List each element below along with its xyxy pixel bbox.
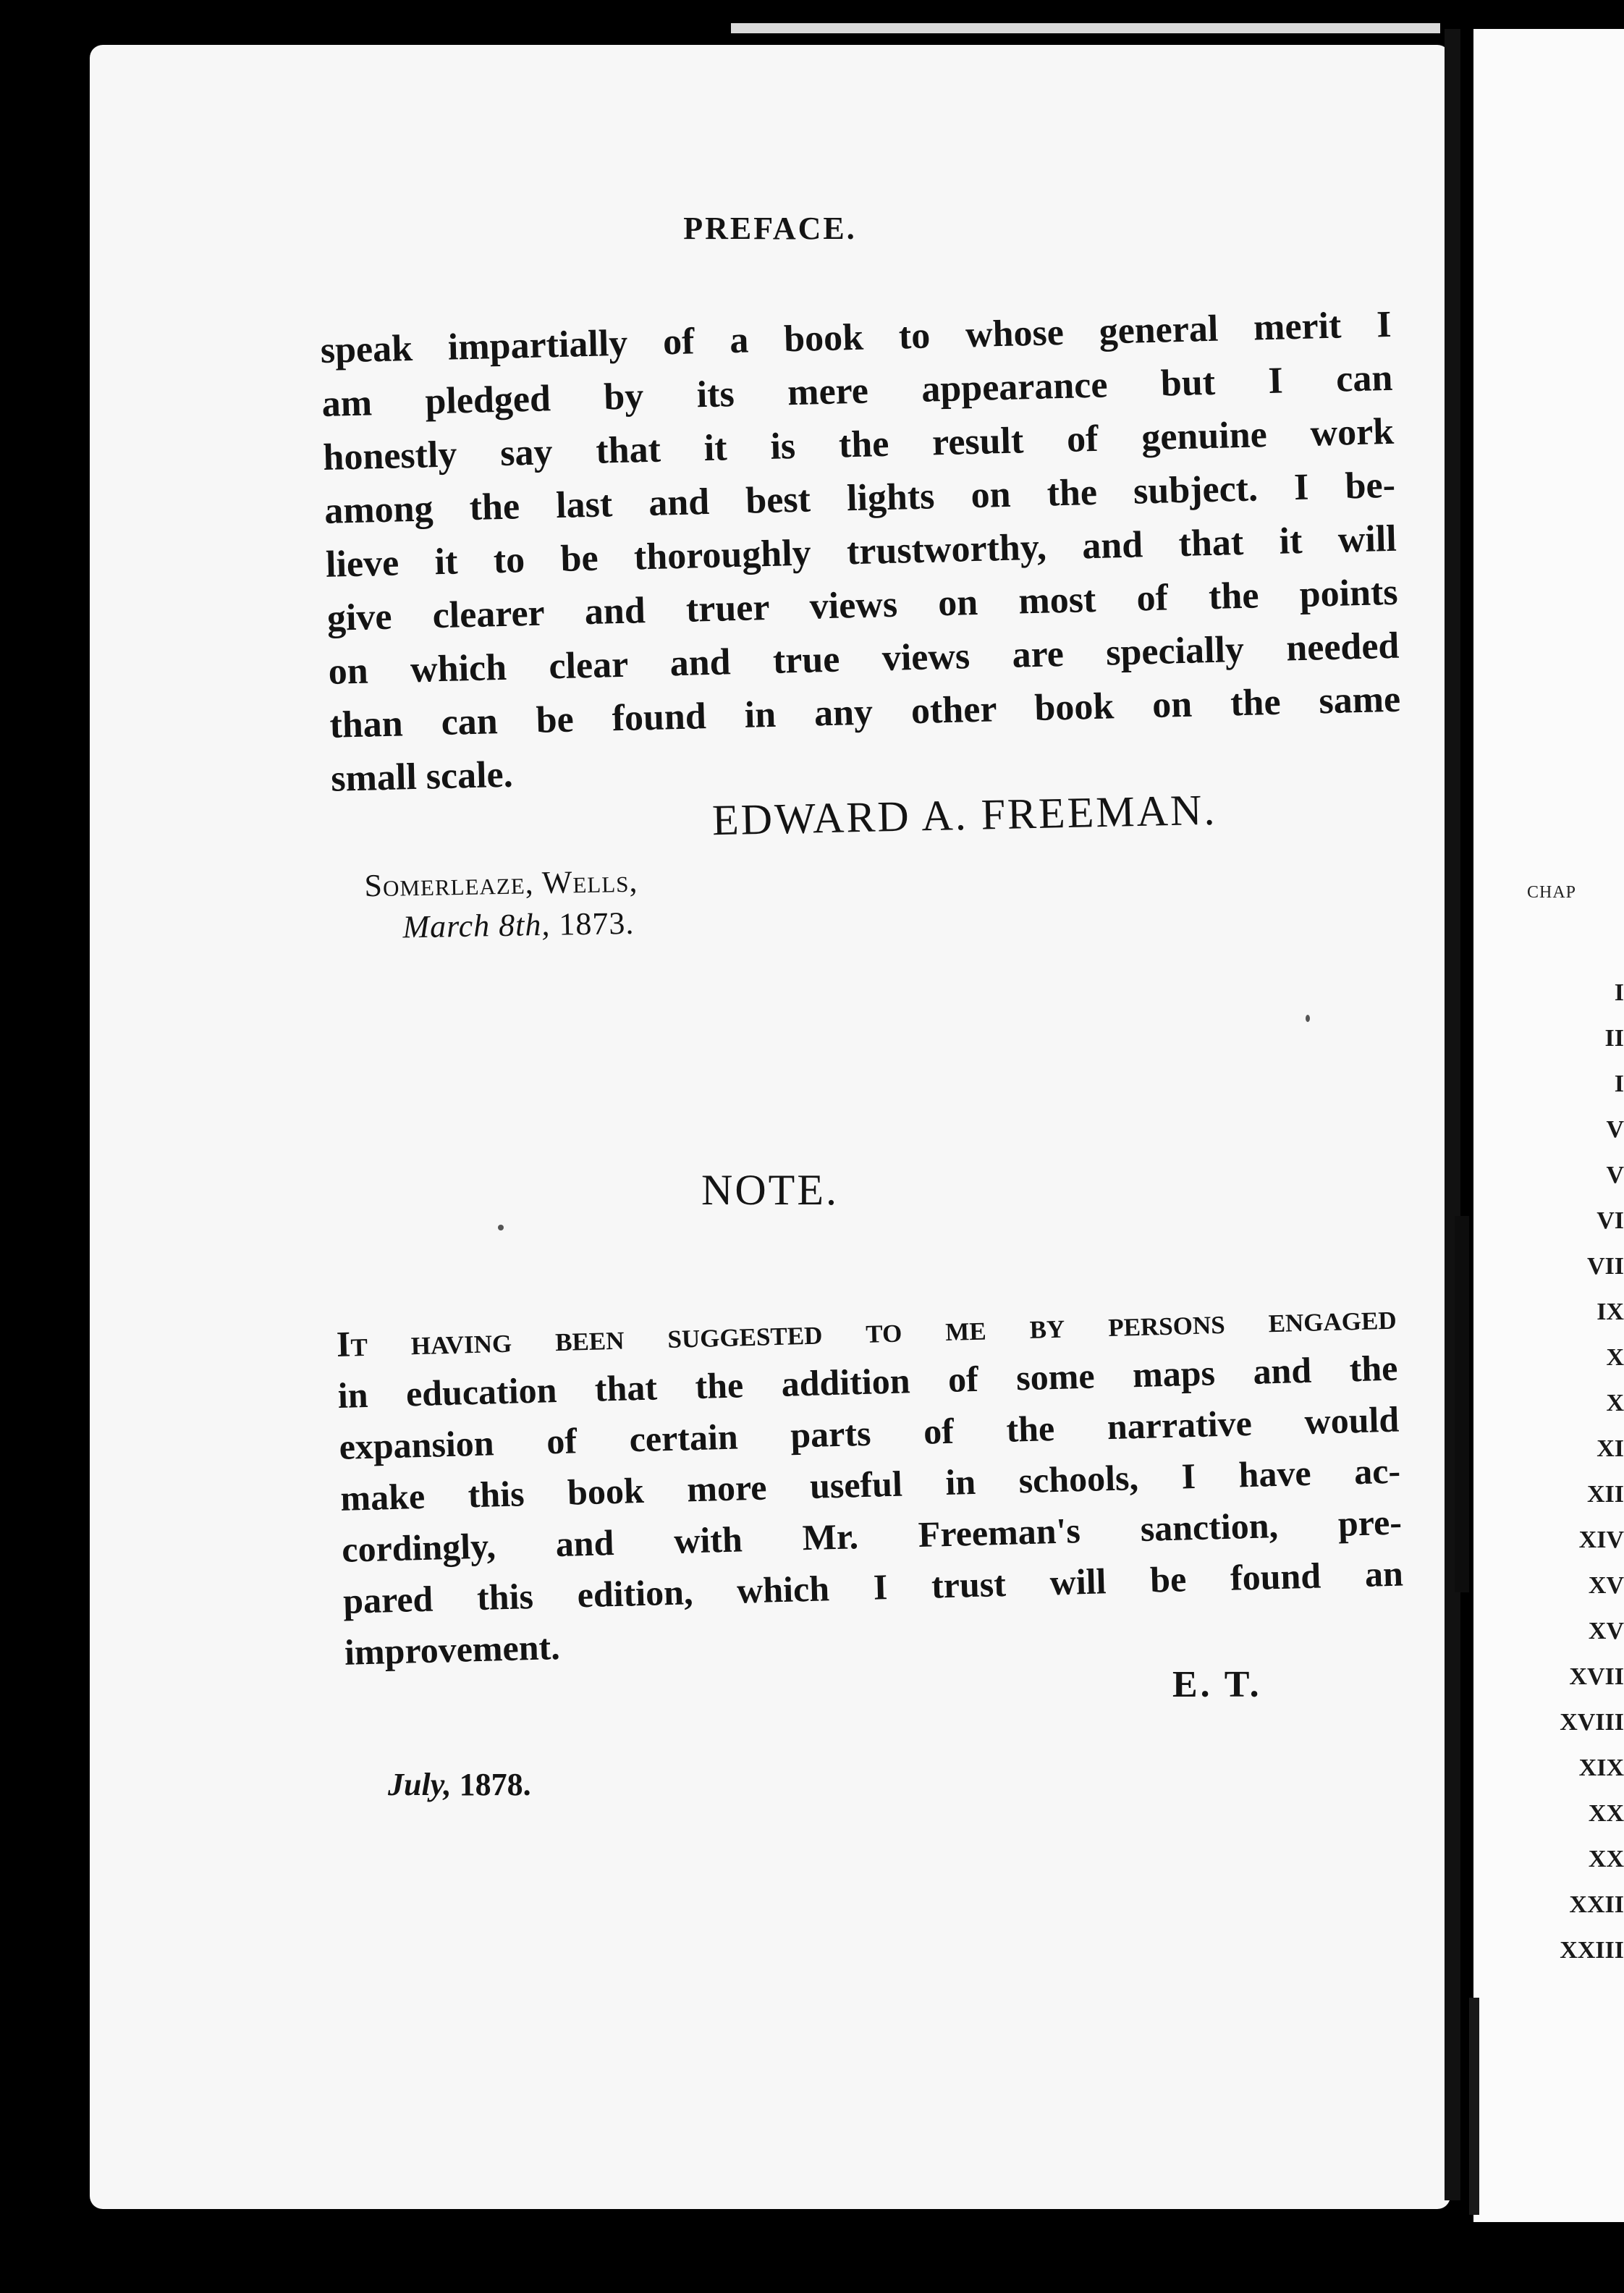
preface-line: speak impartially of a book to whose general merit I: [320, 303, 1392, 371]
note-line: cordingly, and with Mr. Freeman's sanction, pre-: [341, 1501, 1403, 1570]
binding-edge: [1469, 1998, 1479, 2215]
author-signature: EDWARD A. FREEMAN.: [711, 785, 1217, 845]
preface-date: [365, 903, 639, 950]
preface-paragraph: [320, 298, 1403, 806]
book-binding: [1445, 29, 1460, 2200]
note-heading: NOTE.: [701, 1166, 839, 1214]
note-line: improvement.: [344, 1626, 561, 1673]
note-line: It having been suggested to me by persons engaged: [336, 1296, 1397, 1364]
note-line: in education that the addition of some maps and the: [337, 1347, 1399, 1416]
note-line: make this book more useful in schools, I have ac-: [339, 1450, 1401, 1519]
chapter-numeral: V: [1606, 1162, 1624, 1188]
chapter-numeral: XXII: [1569, 1891, 1624, 1918]
preface-location: Somerleaze, Wells,: [364, 863, 638, 904]
preface-line: among the last and best lights on the subject. I be-: [323, 464, 1396, 532]
preface-date-month: March 8th,: [402, 906, 551, 945]
preface-line: small scale.: [330, 753, 514, 800]
chapter-numeral: I: [1614, 1071, 1624, 1097]
chapter-numeral: V: [1606, 1116, 1624, 1143]
chapter-numeral: VI: [1596, 1207, 1624, 1234]
preface-date-year: 1873.: [549, 905, 635, 942]
preface-line: lieve it to be thoroughly trustworthy, and that it will: [325, 518, 1397, 586]
preface-line: than can be found in any other book on the same: [329, 678, 1401, 746]
preface-line: give clearer and truer views on most of the points: [326, 571, 1399, 639]
note-line: pared this edition, which I trust will be found an: [342, 1553, 1404, 1621]
facing-page-label: CHAP: [1527, 883, 1577, 902]
book-page: [90, 45, 1450, 2209]
binding-shadow: [1455, 1216, 1469, 1592]
note-date-month: July,: [388, 1767, 452, 1802]
chapter-numeral: I: [1614, 979, 1624, 1006]
note-date-year: 1878.: [451, 1767, 531, 1802]
chapter-numeral: XIX: [1578, 1754, 1624, 1781]
chapter-numeral: XVIII: [1560, 1709, 1624, 1736]
preface-place-date: [364, 861, 639, 950]
note-date: [388, 1766, 531, 1803]
preface-line: honestly say that it is the result of genuine work: [322, 410, 1395, 478]
chapter-numeral: XXIII: [1560, 1937, 1624, 1964]
chapter-numeral: XX: [1588, 1846, 1624, 1872]
chapter-numeral: II: [1604, 1025, 1624, 1052]
note-paragraph: [336, 1291, 1405, 1678]
chapter-numeral: XV: [1588, 1618, 1624, 1644]
chapter-numeral: X: [1606, 1390, 1624, 1416]
preface-line: on which clear and true views are specially needed: [328, 625, 1400, 693]
chapter-numeral: XV: [1588, 1572, 1624, 1599]
note-line: expansion of certain parts of the narrative would: [338, 1398, 1400, 1467]
chapter-numeral: IX: [1596, 1298, 1624, 1325]
chapter-numeral: XVII: [1569, 1663, 1624, 1690]
note-initials: E. T.: [1172, 1664, 1262, 1705]
page-header: PREFACE.: [683, 211, 857, 246]
top-strip: [731, 23, 1440, 33]
chapter-numeral: X: [1606, 1344, 1624, 1371]
chapter-numeral: XII: [1586, 1481, 1624, 1508]
preface-line: am pledged by its mere appearance but I can: [321, 357, 1393, 425]
chapter-numeral: VII: [1586, 1253, 1624, 1280]
facing-page-numerals: [1560, 970, 1624, 1973]
chapter-numeral: XX: [1588, 1800, 1624, 1827]
chapter-numeral: XI: [1596, 1435, 1624, 1462]
ink-speck: [1306, 1015, 1310, 1022]
chapter-numeral: XIV: [1578, 1526, 1624, 1553]
ink-speck: [498, 1225, 504, 1230]
